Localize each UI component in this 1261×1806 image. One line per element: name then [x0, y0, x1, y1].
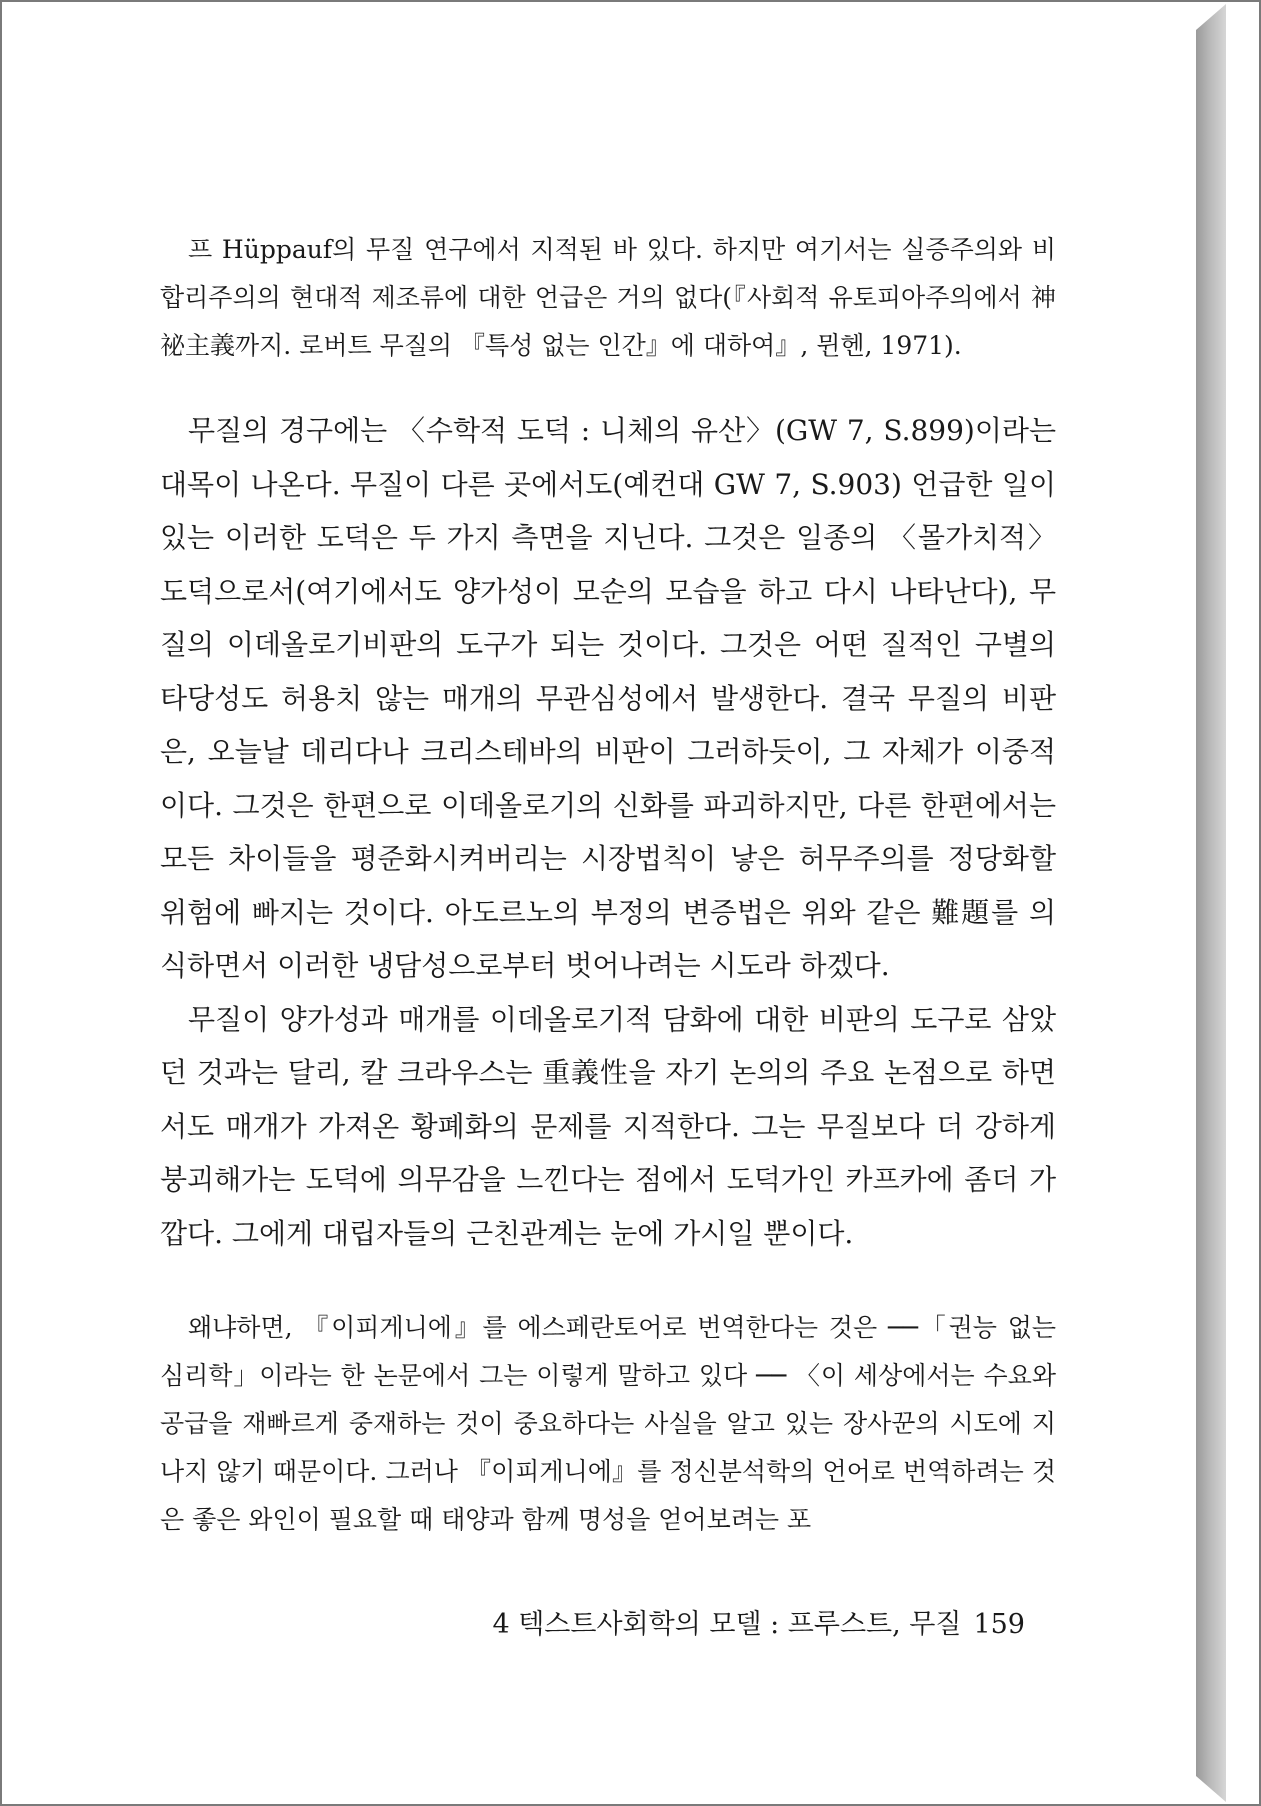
body-paragraph-2: 무질이 양가성과 매개를 이데올로기적 담화에 대한 비판의 도구로 삼았던 것과는 달리, 칼 크라우스는 重義性을 자기 논의의 주요 논점으로 하면서도 매개가 가져온 황폐화의 문제를 지적한다. 그는 무질보다 더 강하게 붕괴해가는 도덕에 의무감을 느낀다는 점에서 도덕가인 카프카에 좀더 가깝다. 그에게 대립자들의 근친관계는 눈에 가시일 뿐이다. [160, 1002, 1056, 1250]
running-title: 4 텍스트사회학의 모델 : 프루스트, 무질 [492, 1609, 962, 1640]
footnote-continued: 프 Hüppauf의 무질 연구에서 지적된 바 있다. 하지만 여기서는 실증주의와 비합리주의의 현대적 제조류에 대한 언급은 거의 없다(『사회적 유토피아주의에서 神祕主義까지. 로버트 무질의 『특성 없는 인간』에 대하여』, 뮌헨, 1971). [160, 235, 1056, 360]
page-number: 159 [973, 1609, 1025, 1640]
footnote-paragraph: 왜냐하면, 『이피게니에』를 에스페란토어로 번역한다는 것은 ──「권능 없는 심리학」이라는 한 논문에서 그는 이렇게 말하고 있다 ── 〈이 세상에서는 수요와 공급을 재빠르게 중재하는 것이 중요하다는 사실을 알고 있는 장사꾼의 시도에 지나지 않기 때문이다. 그러나 『이피게니에』를 정신분석학의 언어로 번역하려는 것은 좋은 와인이 필요할 때 태양과 함께 명성을 얻어보려는 포 [160, 1313, 1056, 1534]
main-text [160, 404, 1056, 1260]
page-edge-top-corner [1196, 4, 1226, 30]
footnote-block [160, 1304, 1056, 1544]
running-footer [492, 1602, 1025, 1641]
body-paragraph-1: 무질의 경구에는 〈수학적 도덕 : 니체의 유산〉(GW 7, S.899)이라는 대목이 나온다. 무질이 다른 곳에서도(예컨대 GW 7, S.903) 언급한 일이 있는 이러한 도덕은 두 가지 측면을 지닌다. 그것은 일종의 〈몰가치적〉 도덕으로서(여기에서도 양가성이 모순의 모습을 하고 다시 나타난다), 무질의 이데올로기비판의 도구가 되는 것이다. 그것은 어떤 질적인 구별의 타당성도 허용치 않는 매개의 무관심성에서 발생한다. 결국 무질의 비판은, 오늘날 데리다나 크리스테바의 비판이 그러하듯이, 그 자체가 이중적이다. 그것은 한편으로 이데올로기의 신화를 파괴하지만, 다른 한편에서는 모든 차이들을 평준화시켜버리는 시장법칙이 낳은 허무주의를 정당화할 위험에 빠지는 것이다. 아도르노의 부정의 변증법은 위와 같은 難題를 의식하면서 이러한 냉담성으로부터 벗어나려는 시도라 하겠다. [160, 414, 1057, 982]
page-edge-shadow [1196, 4, 1226, 1802]
page-body [160, 226, 1056, 1544]
page-edge-bottom-corner [1196, 1776, 1226, 1802]
